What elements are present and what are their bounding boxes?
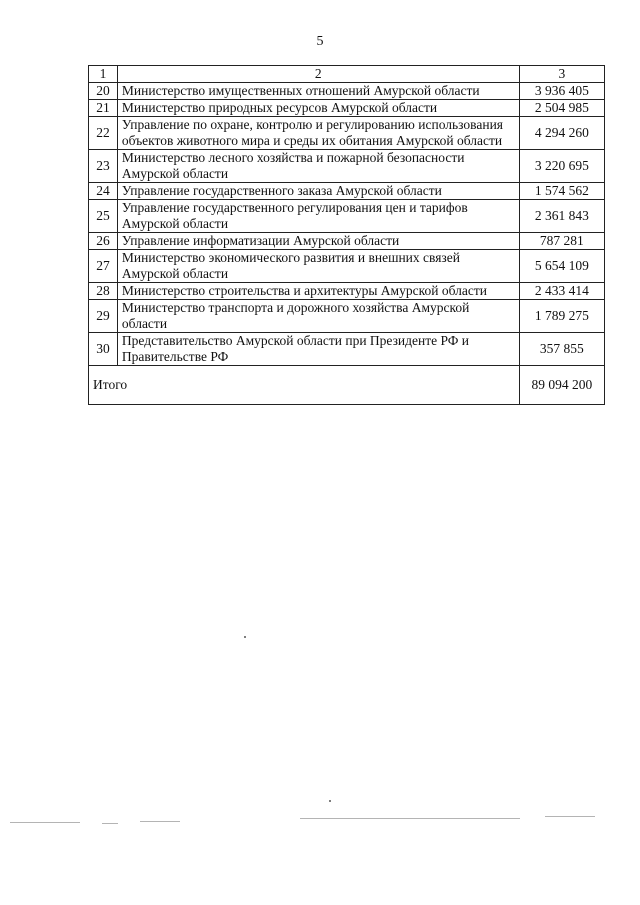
table-row (89, 100, 605, 117)
amount: 4 294 260 (519, 117, 604, 150)
row-number: 26 (89, 233, 118, 250)
organization-name: Министерство строительства и архитектуры Амурской области (117, 283, 519, 300)
total-row (89, 366, 605, 405)
row-number: 30 (89, 333, 118, 366)
row-number: 28 (89, 283, 118, 300)
table-row (89, 283, 605, 300)
row-number: 29 (89, 300, 118, 333)
organization-name: Министерство имущественных отношений Амурской области (117, 83, 519, 100)
table-header-row (89, 66, 605, 83)
page-number: 5 (316, 34, 324, 49)
scan-artifact (140, 821, 180, 822)
organization-name: Министерство экономического развития и внешних связей Амурской области (117, 250, 519, 283)
table-row (89, 183, 605, 200)
organization-name: Представительство Амурской области при Президенте РФ и Правительстве РФ (117, 333, 519, 366)
amount: 357 855 (519, 333, 604, 366)
table-row (89, 250, 605, 283)
budget-table (88, 65, 605, 405)
row-number: 22 (89, 117, 118, 150)
row-number: 20 (89, 83, 118, 100)
row-number: 24 (89, 183, 118, 200)
scan-artifact (300, 818, 520, 819)
total-label: Итого (89, 366, 520, 405)
header-col-2: 2 (117, 66, 519, 83)
row-number: 25 (89, 200, 118, 233)
scan-artifact (244, 636, 246, 638)
organization-name: Управление государственного регулирования цен и тарифов Амурской области (117, 200, 519, 233)
header-col-1: 1 (89, 66, 118, 83)
scan-artifact (10, 822, 80, 823)
table-row (89, 83, 605, 100)
amount: 2 433 414 (519, 283, 604, 300)
amount: 1 574 562 (519, 183, 604, 200)
amount: 3 220 695 (519, 150, 604, 183)
organization-name: Управление по охране, контролю и регулированию использования объектов животного мира и среды их обитания Амурской области (117, 117, 519, 150)
table-row (89, 117, 605, 150)
amount: 787 281 (519, 233, 604, 250)
table-row (89, 200, 605, 233)
organization-name: Министерство природных ресурсов Амурской области (117, 100, 519, 117)
amount: 5 654 109 (519, 250, 604, 283)
total-value: 89 094 200 (519, 366, 604, 405)
table-row (89, 300, 605, 333)
row-number: 21 (89, 100, 118, 117)
table-row (89, 333, 605, 366)
table-row (89, 150, 605, 183)
row-number: 23 (89, 150, 118, 183)
organization-name: Министерство транспорта и дорожного хозяйства Амурской области (117, 300, 519, 333)
amount: 2 361 843 (519, 200, 604, 233)
organization-name: Министерство лесного хозяйства и пожарной безопасности Амурской области (117, 150, 519, 183)
scan-artifact (329, 800, 331, 802)
row-number: 27 (89, 250, 118, 283)
organization-name: Управление государственного заказа Амурской области (117, 183, 519, 200)
amount: 3 936 405 (519, 83, 604, 100)
organization-name: Управление информатизации Амурской области (117, 233, 519, 250)
header-col-3: 3 (519, 66, 604, 83)
table-row (89, 233, 605, 250)
scan-artifact (102, 823, 118, 824)
scan-artifact (545, 816, 595, 817)
amount: 1 789 275 (519, 300, 604, 333)
amount: 2 504 985 (519, 100, 604, 117)
